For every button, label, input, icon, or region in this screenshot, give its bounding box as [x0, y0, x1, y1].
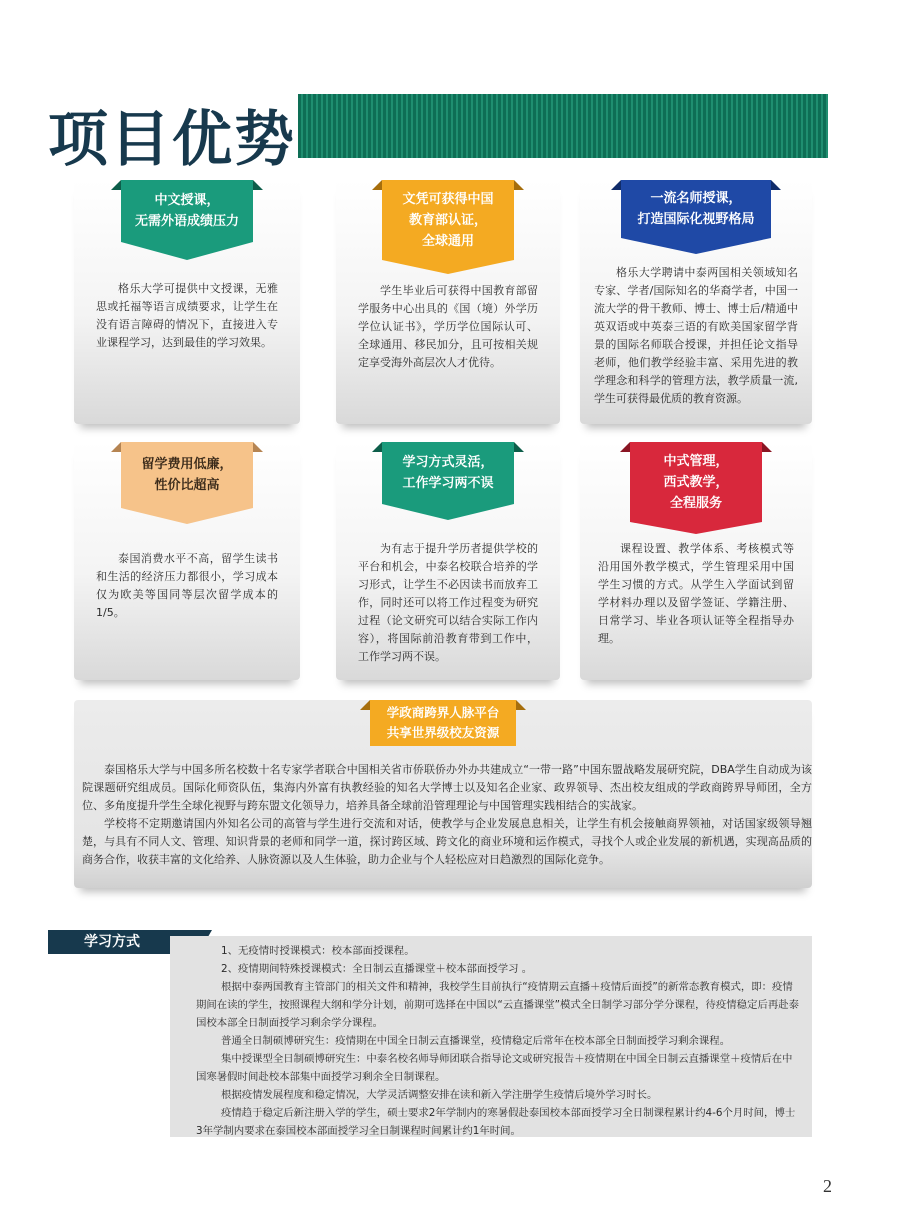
badge-fold-left [111, 442, 121, 452]
badge-line: 打造国际化视野格局 [637, 212, 755, 227]
study-paragraph: 疫情趋于稳定后新注册入学的学生，硕士要求2年学制内的寒暑假赴泰国校本部面授学习全日制课程累计约4-6个月时间，博士3年学制内要求在泰国校本部面授学习全日制课程时间累计约1年时间。 [196, 1107, 796, 1137]
badge-line: 西式教学， [663, 474, 729, 490]
badge-fold-left [372, 442, 382, 452]
advantage-card-top-teachers [580, 180, 812, 424]
badge-line: 工作学习两不误 [402, 476, 494, 491]
badge-fold-right [771, 180, 781, 190]
badge-line: 中式管理， [663, 453, 729, 469]
badge-fold-left [360, 700, 370, 710]
study-mode-label: 学习方式 [48, 930, 198, 954]
badge-line: 全球通用 [421, 233, 474, 249]
study-paragraph: 根据中泰两国教育主管部门的相关文件和精神，我校学生目前执行“疫情期云直播＋疫情后面授”的新常态教育模式，即：疫情期间在读的学生，按照课程大纲和学分计划，前期可选择在中国以“云直播课堂”模式全日制学习部分学分课程，待疫情稳定后再赴泰国校本部全日制面授学习剩余学分课程。 [196, 981, 800, 1029]
card-text: 课程设置、教学体系、考核模式等沿用国外教学模式，学生管理采用中国学生习惯的方式。从学生入学面试到留学材料办理以及留学签证、学籍注册、日常学习、毕业各项认证等全程指导办理。 [598, 542, 794, 645]
badge-point [382, 260, 514, 274]
network-paragraph: 学校将不定期邀请国内外知名公司的高管与学生进行交流和对话，使教学与企业发展息息相关，让学生有机会接触商界领袖，对话国家级领导翘楚，与具有不同人文、管理、知识背景的老师和同学一道，探讨跨区域、跨文化的商业环境和运作模式，寻找个人或企业发展的新机遇，实现高品质的商务合作，收获丰富的文化给养、人脉资源以及人生体验，助力企业与个人轻松应对日趋激烈的国际化竞争。 [82, 817, 812, 866]
advantage-card-flexible-study [336, 442, 560, 680]
network-text [82, 761, 812, 869]
badge-fold-right [762, 442, 772, 452]
badge-point [630, 522, 762, 534]
title-stripe-decoration [298, 94, 828, 158]
advantage-card-low-cost [74, 442, 300, 680]
study-paragraph: 1、无疫情时授课模式：校本部面授课程。 [220, 945, 415, 957]
page-title: 项目优势 [48, 105, 296, 175]
card-badge [121, 442, 253, 508]
badge-fold-right [514, 180, 524, 190]
badge-line: 性价比超高 [154, 478, 220, 493]
badge-point [621, 238, 771, 254]
badge-point [382, 504, 514, 520]
study-paragraph: 集中授课型全日制硕博研究生：中泰名校名师导师团联合指导论文或研究报告＋疫情期在中国全日制云直播课堂＋疫情后在中国寒暑假时间赴校本部集中面授学习剩余全日制课程。 [196, 1053, 793, 1083]
badge-fold-right [253, 442, 263, 452]
card-badge [382, 180, 514, 260]
badge-fold-right [514, 442, 524, 452]
badge-fold-left [372, 180, 382, 190]
study-paragraph: 普通全日制硕博研究生：疫情期在中国全日制云直播课堂，疫情稳定后常年在校本部全日制面授学习剩余课程。 [220, 1035, 731, 1047]
study-paragraph: 根据疫情发展程度和稳定情况，大学灵活调整安排在读和新入学注册学生疫情后境外学习时长。 [220, 1089, 658, 1101]
card-badge [630, 442, 762, 522]
badge-line: 无需外语成绩压力 [134, 214, 239, 229]
card-text: 格乐大学可提供中文授课，无雅思或托福等语言成绩要求，让学生在没有语言障碍的情况下，直接进入专业课程学习，达到最佳的学习效果。 [96, 282, 278, 349]
badge-line: 中文授课， [154, 193, 220, 208]
badge-line: 教育部认证， [408, 212, 487, 228]
badge-line: 留学费用低廉， [141, 457, 233, 472]
badge-fold-left [611, 180, 621, 190]
badge-line: 一流名师授课， [650, 191, 742, 206]
card-text: 学生毕业后可获得中国教育部留学服务中心出具的《国（境）外学历学位认证书》，学历学位国际认可、全球通用、移民加分，且可按相关规定享受海外高层次人才优待。 [358, 284, 538, 369]
advantage-card-certification [336, 180, 560, 424]
network-badge [370, 700, 516, 746]
badge-line: 学习方式灵活， [402, 455, 494, 470]
study-mode-text [196, 942, 800, 1140]
badge-line: 学政商跨界人脉平台 [386, 705, 500, 720]
advantage-card-management [580, 442, 812, 680]
network-paragraph: 泰国格乐大学与中国多所名校数十名专家学者联合中国相关省市侨联侨办外办共建成立“一带一路”中国东盟战略发展研究院，DBA学生自动成为该院课题研究组成员。国际化师资队伍，集海内外富有执教经验的知名大学博士以及知名企业家、政界领导、杰出校友组成的学政商跨界导师团，全方位、多角度提升学生全球化视野与跨东盟文化领导力，培养具备全球前沿管理理论与中国管理实践相结合的实战家。 [82, 763, 812, 812]
badge-point [121, 242, 253, 260]
page-number: 2 [823, 1176, 832, 1196]
card-text: 格乐大学聘请中泰两国相关领域知名专家、学者/国际知名的华裔学者，中国一流大学的骨干教师、博士、博士后/精通中英双语或中英泰三语的有欧美国家留学背景的国际名师联合授课，并担任论文指导老师，他们教学经验丰富、采用先进的教学理念和科学的管理方法，教学质量一流,学生可获得最优质的教育资源。 [594, 266, 798, 405]
card-text: 为有志于提升学历者提供学校的平台和机会，中泰名校联合培养的学习形式，让学生不必因读书而放弃工作，同时还可以将工作过程变为研究过程（论文研究可以结合实际工作内容），将国际前沿教育带到工作中，工作学习两不误。 [358, 542, 538, 663]
card-text: 泰国消费水平不高，留学生读书和生活的经济压力都很小，学习成本仅为欧美等国同等层次留学成本的1/5。 [96, 552, 278, 619]
badge-fold-right [253, 180, 263, 190]
badge-fold-left [620, 442, 630, 452]
badge-fold-right [516, 700, 526, 710]
badge-point [121, 508, 253, 524]
advantage-card-chinese-teaching [74, 180, 300, 424]
card-badge [621, 180, 771, 238]
badge-line: 全程服务 [669, 495, 722, 511]
card-badge [382, 442, 514, 504]
badge-fold-left [111, 180, 121, 190]
card-badge [121, 180, 253, 242]
badge-line: 文凭可获得中国 [402, 191, 494, 207]
study-paragraph: 2、疫情期间特殊授课模式：全日制云直播课堂＋校本部面授学习 。 [220, 963, 533, 975]
badge-line: 共享世界级校友资源 [386, 725, 500, 740]
